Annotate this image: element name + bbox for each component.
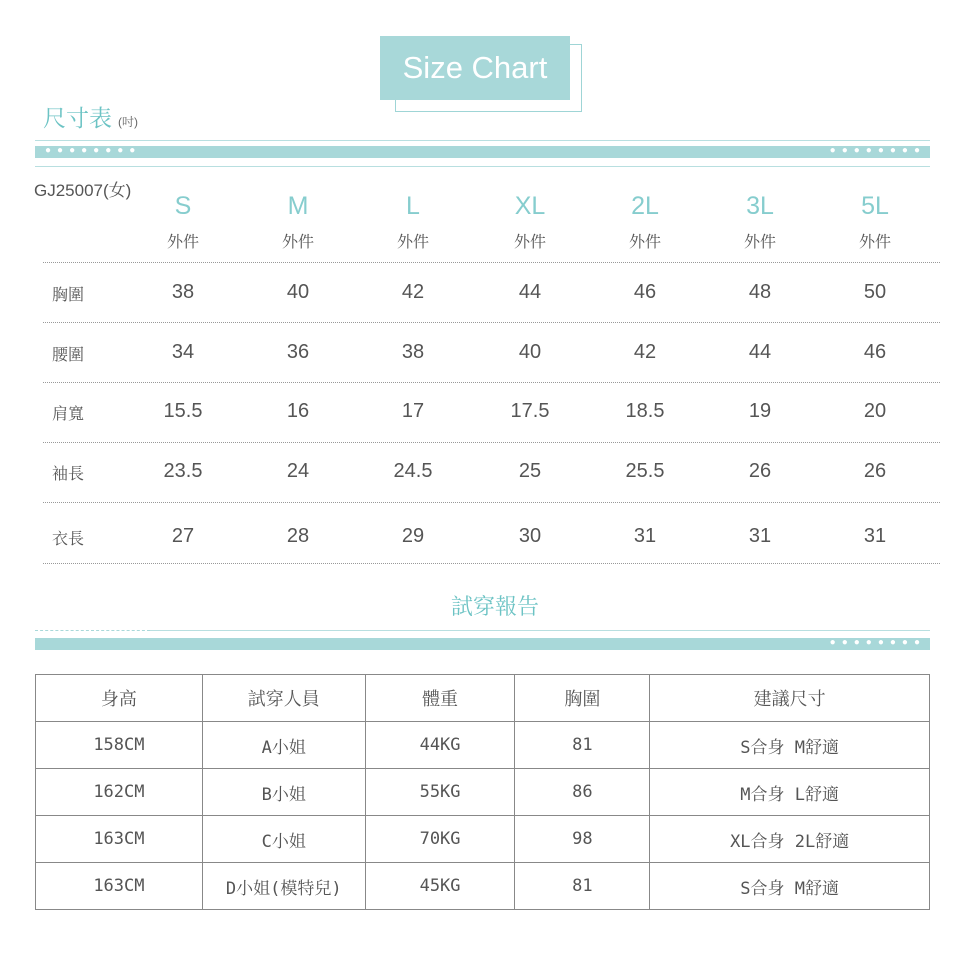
- cell-suggested-size: S合身 M舒適: [650, 863, 930, 910]
- measurement-value: 50: [863, 281, 887, 303]
- product-code: GJ25007(女): [34, 181, 132, 200]
- cell-suggested-size: S合身 M舒適: [650, 722, 930, 769]
- size-garment-type: 外件: [166, 234, 199, 251]
- row-divider: [43, 382, 940, 383]
- header-tester: 試穿人員: [202, 675, 365, 722]
- cell-height: 163CM: [36, 863, 203, 910]
- cell-tester: C小姐: [202, 816, 365, 863]
- measurement-value: 40: [518, 341, 542, 363]
- measurement-value: 38: [401, 341, 425, 363]
- measurement-label: 衣長: [52, 531, 85, 548]
- cell-suggested-size: XL合身 2L舒適: [650, 816, 930, 863]
- cell-tester: D小姐(模特兒): [202, 863, 365, 910]
- size-garment-type: 外件: [513, 234, 546, 251]
- measurement-label: 袖長: [52, 466, 85, 483]
- divider-under-band: [35, 166, 930, 167]
- row-divider: [43, 322, 940, 323]
- measurement-value: 38: [171, 281, 195, 303]
- accent-band-top: [35, 146, 930, 158]
- measurement-label: 肩寬: [52, 406, 85, 423]
- measurement-value: 28: [286, 525, 310, 547]
- measurement-value: 46: [633, 281, 657, 303]
- measurement-value: 15.5: [163, 400, 203, 422]
- measurement-label: 胸圍: [52, 287, 85, 304]
- size-column-header: [373, 192, 453, 252]
- measurement-value: 26: [748, 460, 772, 482]
- cell-height: 158CM: [36, 722, 203, 769]
- measurement-value: 48: [748, 281, 772, 303]
- cell-bust: 98: [515, 816, 650, 863]
- size-garment-type: 外件: [281, 234, 314, 251]
- cell-height: 163CM: [36, 816, 203, 863]
- measurement-value: 34: [171, 341, 195, 363]
- page-title: [43, 100, 138, 133]
- measurement-value: 17.5: [510, 400, 550, 422]
- header-suggested-size: 建議尺寸: [650, 675, 930, 722]
- table-row: [36, 722, 930, 769]
- size-name: 2L: [631, 192, 659, 220]
- size-garment-type: 外件: [396, 234, 429, 251]
- measurement-value: 40: [286, 281, 310, 303]
- divider-top: [35, 140, 930, 141]
- size-name: XL: [514, 192, 546, 220]
- size-garment-type: 外件: [743, 234, 776, 251]
- measurement-value: 30: [518, 525, 542, 547]
- cell-height: 162CM: [36, 769, 203, 816]
- measurement-value: 31: [863, 525, 887, 547]
- measurement-value: 17: [401, 400, 425, 422]
- size-name: 5L: [861, 192, 889, 220]
- size-name: S: [174, 192, 192, 220]
- title-text: 尺寸表: [43, 105, 112, 131]
- dots-decoration-right: ●●●●●●●●: [829, 145, 926, 156]
- row-divider: [43, 442, 940, 443]
- measurement-value: 42: [401, 281, 425, 303]
- size-name: M: [287, 192, 309, 220]
- measurement-value: 25.5: [625, 460, 665, 482]
- size-column-header: [490, 192, 570, 252]
- cell-bust: 81: [515, 863, 650, 910]
- measurement-value: 20: [863, 400, 887, 422]
- size-column-header: [835, 192, 915, 252]
- measurement-value: 44: [518, 281, 542, 303]
- report-header-row: [36, 675, 930, 722]
- size-column-header: [258, 192, 338, 252]
- size-column-header: [720, 192, 800, 252]
- fitting-report-table: [35, 674, 930, 910]
- size-column-header: [143, 192, 223, 252]
- cell-bust: 81: [515, 722, 650, 769]
- title-unit: (吋): [118, 115, 138, 129]
- measurement-value: 44: [748, 341, 772, 363]
- size-column-header: [605, 192, 685, 252]
- table-row: [36, 769, 930, 816]
- size-chart-badge: Size Chart: [380, 36, 570, 100]
- report-title: 試穿報告: [450, 594, 539, 619]
- cell-suggested-size: M合身 L舒適: [650, 769, 930, 816]
- accent-band-report: [35, 638, 930, 650]
- measurement-value: 27: [171, 525, 195, 547]
- row-divider: [43, 563, 940, 564]
- measurement-value: 29: [401, 525, 425, 547]
- measurement-value: 19: [748, 400, 772, 422]
- header-bust: 胸圍: [515, 675, 650, 722]
- measurement-value: 18.5: [625, 400, 665, 422]
- table-row: [36, 816, 930, 863]
- dots-decoration-report: ●●●●●●●●: [829, 637, 926, 648]
- table-row: [36, 863, 930, 910]
- size-name: 3L: [746, 192, 774, 220]
- cell-tester: B小姐: [202, 769, 365, 816]
- size-garment-type: 外件: [858, 234, 891, 251]
- dots-decoration-left: ●●●●●●●●: [45, 145, 142, 156]
- header-weight: 體重: [365, 675, 515, 722]
- measurement-value: 24.5: [393, 460, 433, 482]
- measurement-value: 23.5: [163, 460, 203, 482]
- cell-weight: 45KG: [365, 863, 515, 910]
- cell-weight: 55KG: [365, 769, 515, 816]
- cell-weight: 70KG: [365, 816, 515, 863]
- measurement-value: 42: [633, 341, 657, 363]
- size-name: L: [406, 192, 420, 220]
- header-height: 身高: [36, 675, 203, 722]
- divider-report: [150, 630, 930, 631]
- cell-tester: A小姐: [202, 722, 365, 769]
- measurement-value: 26: [863, 460, 887, 482]
- measurement-value: 36: [286, 341, 310, 363]
- measurement-value: 16: [286, 400, 310, 422]
- cell-bust: 86: [515, 769, 650, 816]
- measurement-value: 31: [633, 525, 657, 547]
- row-divider: [43, 502, 940, 503]
- row-divider: [43, 262, 940, 263]
- measurement-value: 24: [286, 460, 310, 482]
- measurement-value: 25: [518, 460, 542, 482]
- size-garment-type: 外件: [628, 234, 661, 251]
- measurement-label: 腰圍: [52, 347, 85, 364]
- measurement-value: 31: [748, 525, 772, 547]
- dashed-divider: [35, 630, 150, 631]
- measurement-value: 46: [863, 341, 887, 363]
- cell-weight: 44KG: [365, 722, 515, 769]
